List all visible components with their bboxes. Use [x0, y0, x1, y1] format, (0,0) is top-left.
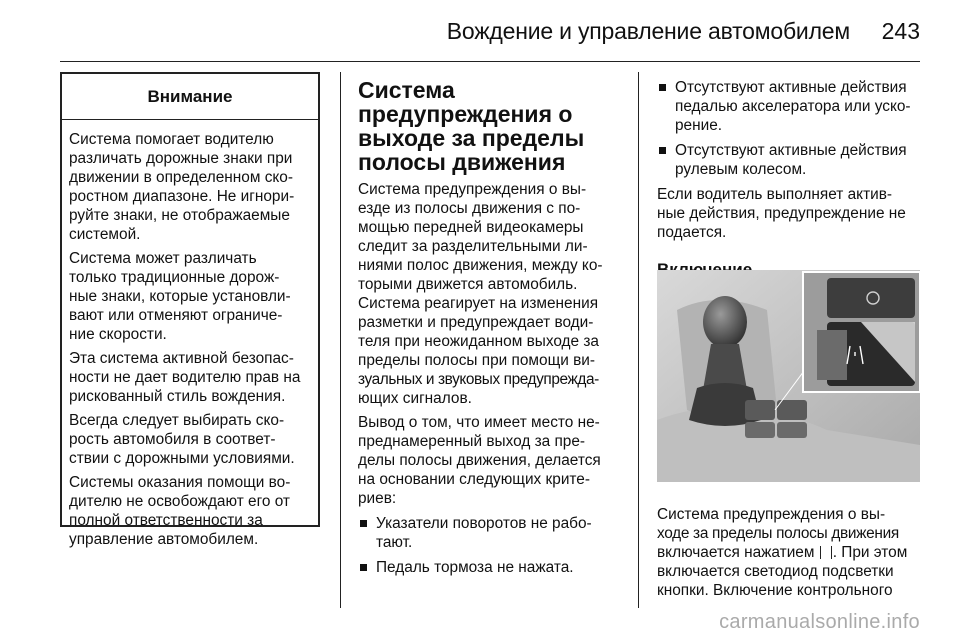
text-line: различать дорожные знаки при — [69, 150, 293, 167]
warning-paragraph — [69, 349, 312, 406]
text-line: езде из полосы движения с по- — [358, 200, 581, 217]
warning-paragraph — [69, 411, 312, 468]
text-line: делы полосы движения, делается — [358, 452, 601, 469]
console-illustration — [657, 270, 920, 482]
list-item — [358, 514, 623, 552]
column-divider-left — [340, 72, 341, 608]
text-line: Система реагирует на изменения — [358, 295, 599, 312]
text-line: торыми движется автомобиль. — [358, 276, 578, 293]
text-fragment: включается нажатием — [657, 544, 815, 561]
text-line: вают или отменяют ограниче- — [69, 307, 283, 324]
heading-line: полосы движения — [358, 149, 566, 175]
warning-paragraph — [69, 473, 312, 549]
warning-paragraph — [69, 130, 312, 244]
warning-title: Внимание — [62, 74, 318, 120]
page-number: 243 — [881, 18, 920, 44]
text-line: педалью акселератора или уско- — [675, 98, 911, 115]
heading-line: предупреждения о — [358, 101, 573, 127]
text-line: Педаль тормоза не нажата. — [376, 559, 574, 576]
text-line: зуальных и звуковых предупрежда- — [358, 371, 599, 388]
warning-paragraph — [69, 249, 312, 344]
heading-line: выходе за пределы — [358, 125, 585, 151]
text-line: рулевым колесом. — [675, 161, 807, 178]
text-line: включается светодиод подсветки — [657, 563, 894, 580]
section-heading — [358, 78, 623, 174]
text-line: движении в определенном ско- — [69, 169, 293, 186]
text-line: ходе за пределы полосы движения — [657, 525, 899, 542]
header-rule — [60, 61, 920, 62]
text-line: Система помогает водителю — [69, 131, 274, 148]
middle-column — [358, 78, 623, 577]
body-paragraph — [358, 413, 623, 508]
text-line: только традиционные дорож- — [69, 269, 280, 286]
text-line: пределы полосы при помощи ви- — [358, 352, 595, 369]
text-line: Если водитель выполняет актив- — [657, 186, 893, 203]
heading-line: Система — [358, 77, 455, 103]
text-line: рение. — [675, 117, 723, 134]
column-divider-right — [638, 72, 639, 608]
text-line: Система предупреждения о вы- — [358, 181, 587, 198]
text-line: рость автомобиля в соответ- — [69, 431, 276, 448]
text-line: ниями полос движения, между ко- — [358, 257, 603, 274]
warning-body — [62, 120, 318, 549]
body-paragraph — [358, 180, 623, 408]
body-paragraph — [657, 505, 923, 600]
text-line: Всегда следует выбирать ско- — [69, 412, 285, 429]
text-line: мощью передней видеокамеры — [358, 219, 584, 236]
right-column-bottom — [657, 505, 923, 600]
right-column — [657, 78, 923, 292]
text-line: подается. — [657, 224, 727, 241]
text-line: Отсутствуют активные действия — [675, 142, 907, 159]
text-line: на основании следующих крите- — [358, 471, 590, 488]
text-line: Системы оказания помощи во- — [69, 474, 291, 491]
text-line: Эта система активной безопас- — [69, 350, 294, 367]
text-line: Вывод о том, что имеет место не- — [358, 414, 600, 431]
list-item — [358, 558, 623, 577]
text-line: Система может различать — [69, 250, 257, 267]
lane-departure-icon — [820, 546, 832, 559]
text-line: дителю не освобождают его от — [69, 493, 290, 510]
text-line: ные действия, предупреждение не — [657, 205, 906, 222]
text-line: ствии с дорожными условиями. — [69, 450, 295, 467]
text-line: управление автомобилем. — [69, 531, 259, 548]
text-line: рискованный стиль вождения. — [69, 388, 286, 405]
console-photo — [657, 270, 920, 482]
text-line: полной ответственности за — [69, 512, 263, 529]
text-line: ющих сигналов. — [358, 390, 472, 407]
text-line: Отсутствуют активные действия — [675, 79, 907, 96]
text-line: кнопки. Включение контрольного — [657, 582, 893, 599]
text-line: руйте знаки, не отображаемые — [69, 207, 290, 224]
text-line: Система предупреждения о вы- — [657, 506, 886, 523]
text-line: следит за разделительными ли- — [358, 238, 588, 255]
watermark: carmanualsonline.info — [719, 611, 920, 633]
list-item — [657, 78, 923, 135]
text-fragment: . При этом — [832, 544, 908, 561]
text-line: ние скорости. — [69, 326, 167, 343]
text-line: системой. — [69, 226, 141, 243]
page-header — [0, 0, 960, 62]
text-line: ные знаки, которые установли- — [69, 288, 291, 305]
text-line: ности не дает водителю прав на — [69, 369, 301, 386]
warning-box — [60, 72, 320, 548]
text-line: ростном диапазоне. Не игнори- — [69, 188, 295, 205]
list-item — [657, 141, 923, 179]
text-line — [657, 543, 923, 562]
text-line: Указатели поворотов не рабо- — [376, 515, 592, 532]
text-line: тают. — [376, 534, 413, 551]
header-title: Вождение и управление автомобилем — [446, 18, 850, 44]
text-line: риев: — [358, 490, 397, 507]
text-line: теля при неожиданном выходе за — [358, 333, 599, 350]
text-line: разметки и предупреждает води- — [358, 314, 594, 331]
text-line: преднамеренный выход за пре- — [358, 433, 586, 450]
body-paragraph — [657, 185, 923, 242]
